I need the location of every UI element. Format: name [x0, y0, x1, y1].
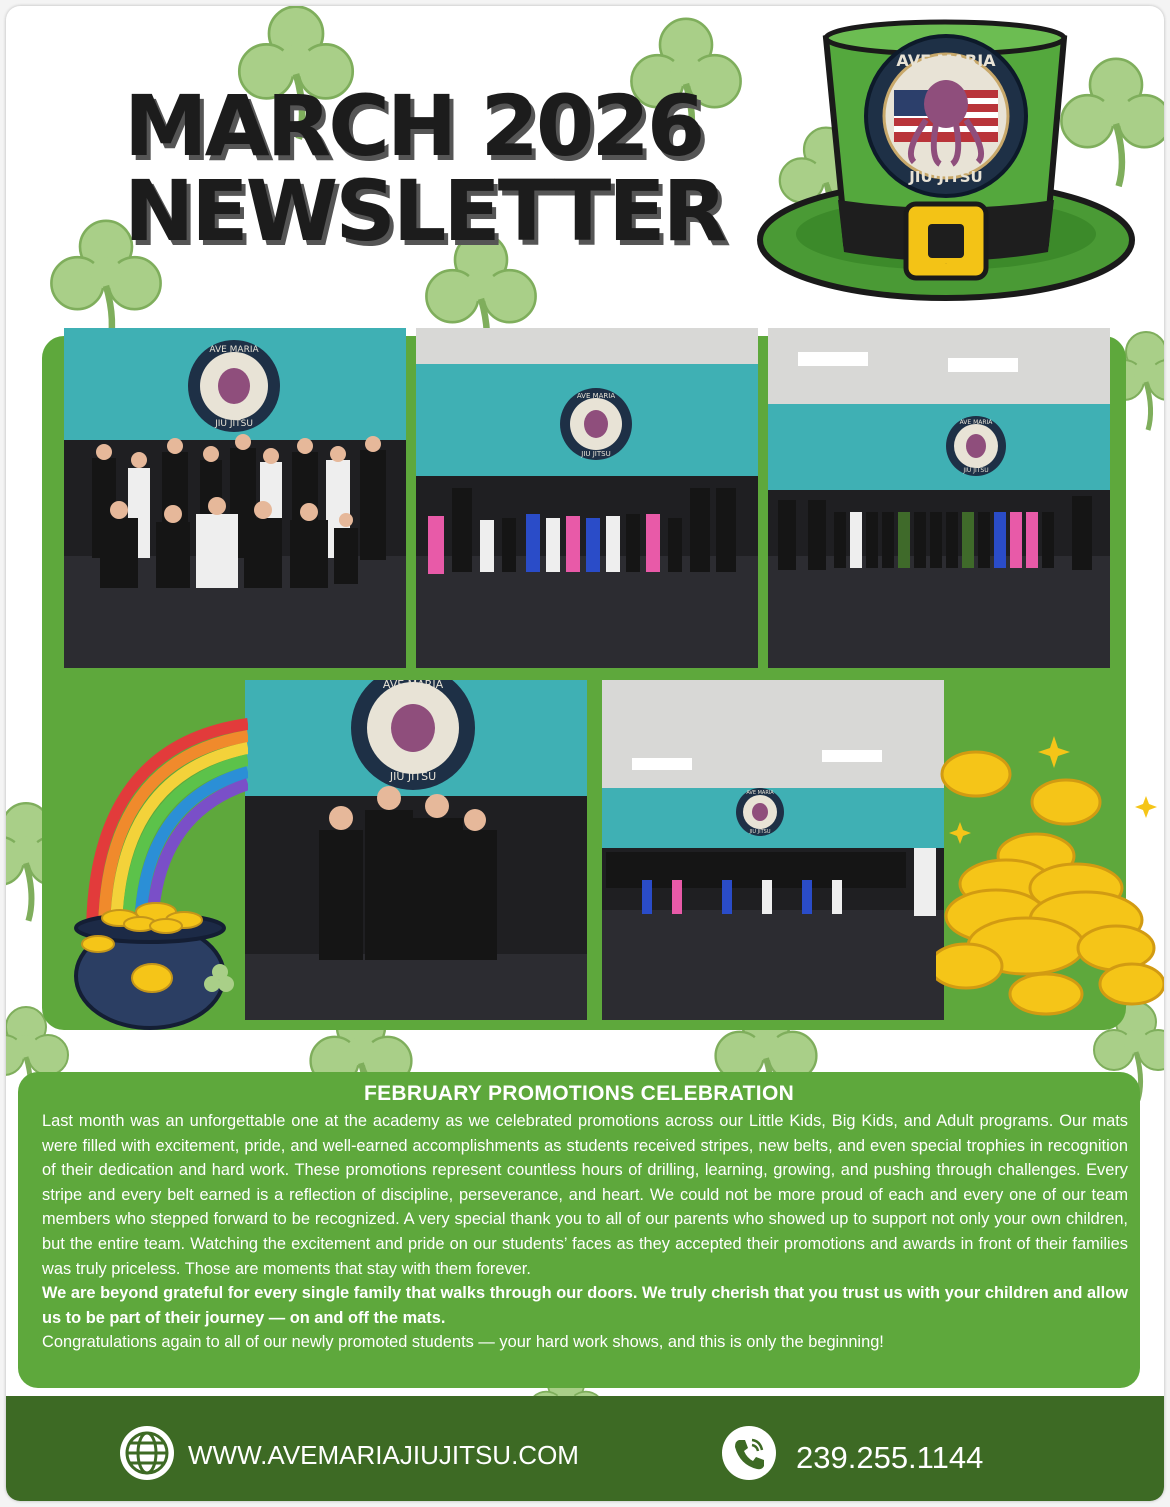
- contact-footer: [6, 1396, 1164, 1501]
- newsletter-title-line1: MARCH 2026: [124, 77, 703, 175]
- pot-of-gold-icon: [60, 892, 240, 1030]
- svg-text:AVE MARIA: AVE MARIA: [382, 680, 444, 691]
- full-team-photo: [602, 680, 944, 1020]
- svg-text:JIU JITSU: JIU JITSU: [963, 467, 989, 474]
- svg-text:AVE MARIA: AVE MARIA: [209, 345, 259, 355]
- phone-icon[interactable]: [722, 1426, 776, 1480]
- big-kids-photo: [768, 328, 1110, 668]
- newsletter-title-line2: NEWSLETTER: [124, 162, 725, 260]
- svg-text:AVE MARIA: AVE MARIA: [576, 392, 616, 400]
- article-body: [42, 1109, 1128, 1355]
- gold-coins-decoration: [936, 726, 1164, 1026]
- svg-text:G: G: [945, 264, 947, 265]
- svg-text:JIU JITSU: JIU JITSU: [749, 829, 771, 835]
- svg-text:AVE MARIA: AVE MARIA: [896, 51, 996, 70]
- website-link[interactable]: WWW.AVEMARIAJIUJITSU.COM: [188, 1440, 579, 1470]
- svg-text:JIU JITSU: JIU JITSU: [389, 770, 437, 783]
- article-paragraph-2: We are beyond grateful for every single family that walks through our doors. We truly cherish that you trust us with your children and allow us to be part of their journey — on and off the mats.: [42, 1284, 1128, 1327]
- article-title: FEBRUARY PROMOTIONS CELEBRATION: [363, 1082, 795, 1105]
- globe-icon[interactable]: [120, 1426, 174, 1480]
- black-belts-photo: [245, 680, 587, 1020]
- newsletter-page: [6, 6, 1164, 1501]
- svg-text:JIU·JITSU: JIU·JITSU: [909, 168, 983, 186]
- little-kids-photo: [416, 328, 758, 668]
- svg-text:JIU JITSU: JIU JITSU: [215, 419, 253, 429]
- adult-team-photo: [64, 328, 406, 668]
- article-paragraph-1: Last month was an unforgettable one at the academy as we celebrated promotions across our Little Kids, Big Kids, and Adult programs. Our mats were filled with excitement, pride, and well-earned accomplishments as students received stripes, new belts, and even special trophies in recognition of their dedication and hard work. These promotions represent countless hours of drilling, learning, growing, and pushing through challenges. Every stripe and every belt earned is a reflection of discipline, perseverance, and heart. We could not be more proud of each and every one of our team members who stepped forward to be recognized. A very special thank you to all of our parents who showed up to support not only your own children, but the entire team. Watching the excitement and pride on our students’ faces as they accepted their promotions and awards in front of their families was truly priceless. Those are moments that stay with them forever.: [42, 1112, 1128, 1278]
- phone-number[interactable]: 239.255.1144: [796, 1440, 984, 1475]
- svg-text:AVE MARIA: AVE MARIA: [959, 419, 993, 426]
- leprechaun-hat-logo: [754, 12, 1138, 302]
- svg-text:AVE MARIA: AVE MARIA: [746, 790, 774, 796]
- promotions-article: [18, 1072, 1140, 1388]
- svg-text:JIU JITSU: JIU JITSU: [581, 450, 611, 458]
- article-paragraph-3: Congratulations again to all of our newly promoted students — your hard work shows, and this is only the beginning!: [42, 1333, 884, 1352]
